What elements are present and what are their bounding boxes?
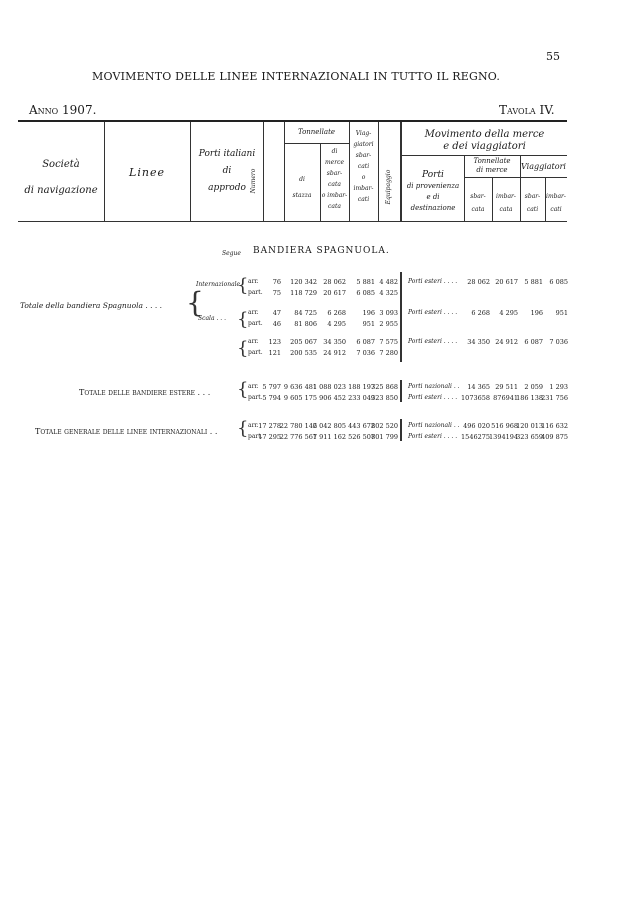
table-cell: 1 293: [549, 383, 568, 391]
table-cell: 6 085: [549, 278, 568, 286]
page-number: 55: [546, 50, 560, 63]
table-cell: 34 350: [323, 338, 346, 346]
brace: {: [237, 418, 249, 439]
table-cell: 5 794: [262, 394, 281, 402]
table-cell: 186 138: [516, 394, 543, 402]
table-cell: 22 780 146: [279, 422, 317, 430]
header-viaggiatori: Viag- giatori sbar- cati o imbar- cati: [353, 130, 374, 203]
header-bottom-rule: [18, 221, 567, 222]
table-cell: 526 507: [348, 433, 375, 441]
table-cell: Porti nazionali . .: [408, 422, 460, 429]
table-cell: 20 617: [495, 278, 518, 286]
table-cell: 196: [362, 309, 375, 317]
table-cell: 14 365: [467, 383, 490, 391]
header-di-stazza: di stazza: [292, 176, 312, 199]
table-cell: 81 806: [294, 320, 317, 328]
table-cell: 1073658: [461, 394, 490, 402]
table-cell: part.: [248, 394, 263, 401]
tavola-label: Tavola IV.: [499, 103, 555, 117]
table-cell: 2 059: [524, 383, 543, 391]
table-cell: 84 725: [294, 309, 317, 317]
year-label: Anno 1907.: [29, 103, 97, 117]
brace: {: [237, 275, 249, 296]
table-cell: 17 295: [258, 433, 281, 441]
table-cell: arr.: [248, 338, 259, 345]
table-cell: Porti esteri . . . .: [408, 394, 458, 401]
header-imbarcata: imbar- cata: [496, 193, 516, 213]
table-cell: 29 511: [495, 383, 518, 391]
table-cell: 5 881: [524, 278, 543, 286]
header-linee: Linee: [129, 166, 165, 179]
header-imbarcati: imbar- cati: [546, 193, 566, 213]
table-cell: Porti esteri . . . .: [408, 433, 458, 440]
table-cell: arr.: [248, 383, 259, 390]
body-divider: [400, 272, 402, 362]
table-cell: arr.: [248, 278, 259, 285]
table-cell: 325 868: [371, 383, 398, 391]
table-cell: arr.: [248, 422, 259, 429]
table-cell: 7 280: [379, 349, 398, 357]
table-cell: 188 197: [348, 383, 375, 391]
totale-bandiera-label: Totale della bandiera Spagnuola . . . .: [20, 301, 163, 310]
table-cell: 906 452: [319, 394, 346, 402]
table-cell: Porti esteri . . . .: [408, 309, 458, 316]
table-cell: 3 093: [379, 309, 398, 317]
line-scala: Scala . . .: [198, 315, 226, 322]
table-cell: 7 036: [549, 338, 568, 346]
table-cell: part.: [248, 320, 263, 327]
table-cell: 7 036: [356, 349, 375, 357]
section-segue: Segue: [222, 250, 241, 257]
table-cell: 4 295: [327, 320, 346, 328]
table-cell: 6 268: [327, 309, 346, 317]
table-cell: 28 062: [467, 278, 490, 286]
table-cell: Porti nazionali . .: [408, 383, 460, 390]
table-cell: 409 875: [541, 433, 568, 441]
table-cell: 75: [272, 289, 281, 297]
col-divider: [263, 122, 264, 221]
brace: {: [237, 379, 249, 400]
table-cell: 4 325: [379, 289, 398, 297]
header-movimento: Movimento della merce e dei viaggiatori: [424, 129, 545, 152]
brace: {: [237, 338, 249, 359]
table-cell: 4 482: [379, 278, 398, 286]
table-cell: 34 350: [467, 338, 490, 346]
table-cell: 323 659: [516, 433, 543, 441]
table-cell: 123: [268, 338, 281, 346]
header-equipaggio: Equipaggio: [385, 169, 392, 205]
line-internazionale: Internazionale: [196, 281, 241, 288]
sub-rule: [464, 177, 567, 178]
table-cell: 1546275: [461, 433, 490, 441]
table-cell: 1 088 023: [312, 383, 346, 391]
movimento-rule: [400, 155, 567, 156]
table-cell: 120 013: [516, 422, 543, 430]
table-cell: Porti esteri . . . .: [408, 278, 458, 285]
section-title: BANDIERA SPAGNUOLA.: [253, 246, 390, 256]
header-viaggiatori2: Viaggiatori: [521, 162, 566, 171]
table-cell: 116 632: [541, 422, 568, 430]
header-porti-prov: Porti di provenienza e di destinazione: [406, 170, 460, 212]
header-sbarcati: sbar- cati: [524, 193, 541, 213]
table-cell: 876941: [493, 394, 518, 402]
table-cell: 5 881: [356, 278, 375, 286]
header-numero: Numero: [250, 168, 257, 194]
totale-estere-label: Totale delle bandiere estere . . .: [79, 388, 211, 397]
table-cell: 443 672: [348, 422, 375, 430]
body-divider: [400, 419, 402, 441]
header-top-rule: [18, 120, 567, 122]
table-cell: part.: [248, 349, 263, 356]
table-cell: 196: [530, 309, 543, 317]
table-cell: 20 617: [323, 289, 346, 297]
col-divider: [104, 122, 105, 221]
table-cell: part.: [248, 433, 263, 440]
table-cell: 17 278: [258, 422, 281, 430]
header-porti: Porti italiani di approdo: [198, 149, 256, 193]
header-societa: Società di navigazione: [24, 159, 98, 196]
table-cell: 6 087: [356, 338, 375, 346]
table-cell: 951: [362, 320, 375, 328]
header-tonnellate: Tonnellate: [297, 128, 336, 136]
col-divider: [190, 122, 191, 221]
table-cell: 118 729: [290, 289, 317, 297]
brace: {: [237, 309, 249, 330]
table-cell: 46: [272, 320, 281, 328]
page-title: MOVIMENTO DELLE LINEE INTERNAZIONALI IN TUTTO IL REGNO.: [92, 70, 501, 83]
col-divider: [378, 122, 379, 221]
table-cell: 1 911 162: [312, 433, 346, 441]
table-cell: 323 850: [371, 394, 398, 402]
table-cell: 22 776 567: [279, 433, 317, 441]
table-cell: 496 020: [463, 422, 490, 430]
header-di-merce: di merce sbar- cata o imbar- cata: [321, 148, 348, 210]
table-cell: 2 955: [379, 320, 398, 328]
table-cell: 4 295: [499, 309, 518, 317]
table-cell: 6 085: [356, 289, 375, 297]
table-cell: 24 912: [323, 349, 346, 357]
table-cell: 7 575: [379, 338, 398, 346]
table-cell: Porti esteri . . . .: [408, 338, 458, 345]
table-cell: 802 520: [371, 422, 398, 430]
totale-generale-label: Totale generale delle linee internazionali . .: [35, 427, 218, 436]
table-cell: 6 087: [524, 338, 543, 346]
table-cell: 120 342: [290, 278, 317, 286]
header-sbarcata: sbar- cata: [470, 193, 486, 213]
table-cell: 6 268: [471, 309, 490, 317]
table-cell: 2 042 805: [312, 422, 346, 430]
table-cell: 9 605 175: [283, 394, 317, 402]
table-cell: 47: [272, 309, 281, 317]
table-cell: 801 799: [371, 433, 398, 441]
table-cell: 24 912: [495, 338, 518, 346]
table-cell: arr.: [248, 309, 259, 316]
table-cell: part.: [248, 289, 263, 296]
table-cell: 9 636 481: [283, 383, 317, 391]
header-tonn-merce: Tonnellate di merce: [473, 157, 511, 174]
table-cell: 516 968: [491, 422, 518, 430]
body-divider: [400, 380, 402, 402]
table-cell: 28 062: [323, 278, 346, 286]
table-cell: 205 067: [290, 338, 317, 346]
table-cell: 76: [272, 278, 281, 286]
brace: {: [186, 286, 204, 319]
table-cell: 951: [555, 309, 568, 317]
table-cell: 121: [268, 349, 281, 357]
table-cell: 233 049: [348, 394, 375, 402]
tonnellate-rule: [284, 143, 349, 144]
table-cell: 200 535: [290, 349, 317, 357]
table-cell: 231 756: [541, 394, 568, 402]
table-cell: 5 797: [262, 383, 281, 391]
table-cell: 1394194: [489, 433, 518, 441]
